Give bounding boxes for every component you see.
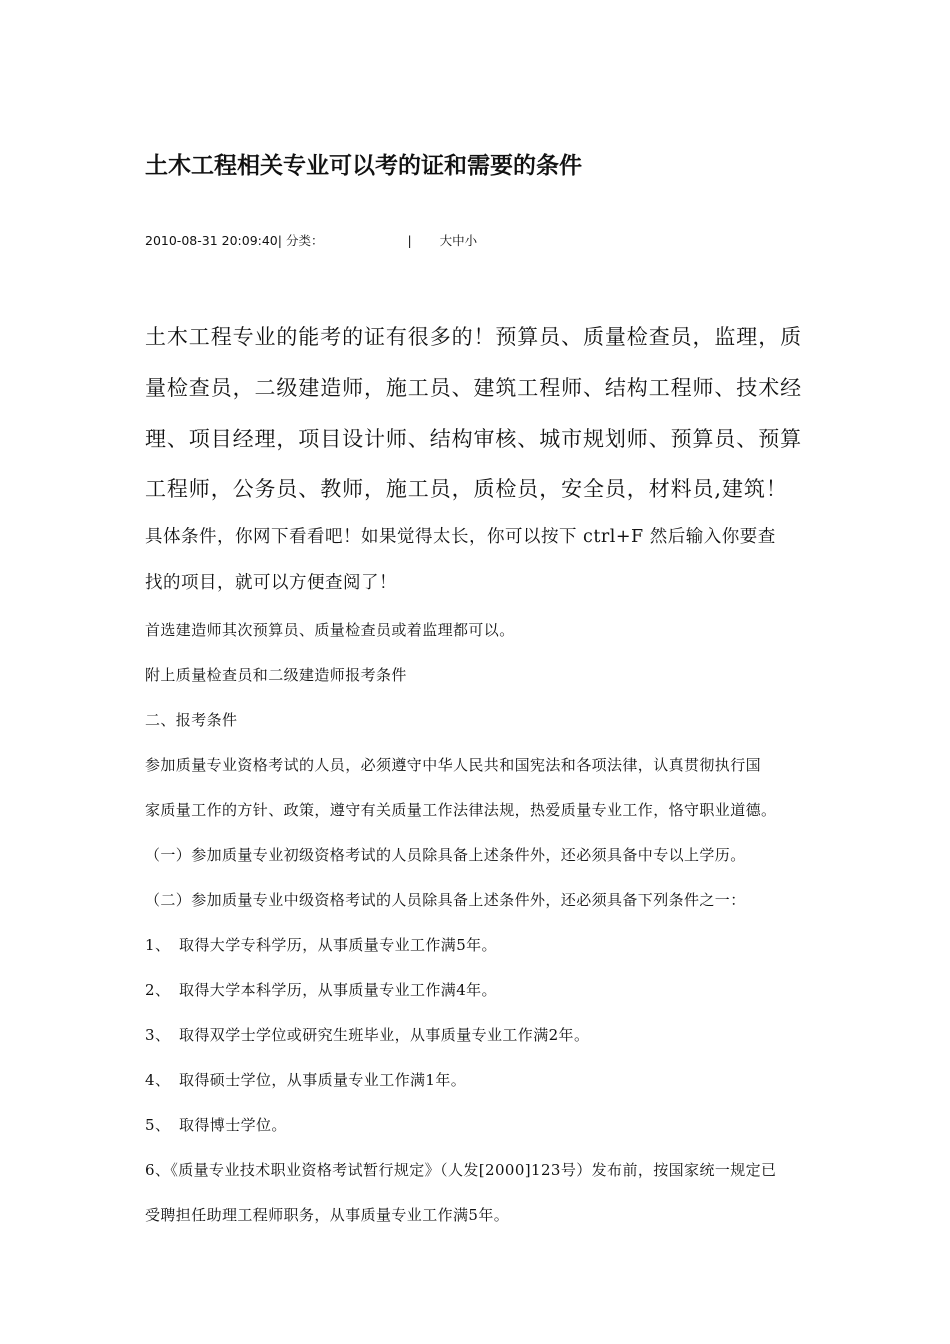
condition-item (145, 934, 497, 956)
meta-separator: | (407, 233, 412, 248)
condition-number: 5、 (145, 1116, 171, 1134)
item6-line: 6、《质量专业技术职业资格考试暂行规定》（人发[2000]123号）发布前，按国家统一规定已 (145, 1161, 777, 1179)
section-heading: 二、报考条件 (145, 711, 238, 729)
intro-line: 量检查员，二级建造师，施工员、建筑工程师、结构工程师、技术经 (145, 376, 802, 400)
condition-item (145, 1069, 466, 1091)
condition-text: 取得博士学位。 (179, 1116, 287, 1134)
condition-number: 1、 (145, 936, 171, 954)
condition-item (145, 1114, 287, 1136)
hint-line: 具体条件，你网下看看吧！如果觉得太长，你可以按下 ctrl+F 然后输入你要查 (145, 527, 776, 547)
intro-line: 理、项目经理，项目设计师、结构审核、城市规划师、预算员、预算 (145, 427, 802, 451)
paragraph: 附上质量检查员和二级建造师报考条件 (145, 666, 407, 684)
paragraph: 参加质量专业资格考试的人员，必须遵守中华人民共和国宪法和各项法律，认真贯彻执行国 (145, 756, 762, 774)
condition-number: 4、 (145, 1071, 171, 1089)
paragraph: （一）参加质量专业初级资格考试的人员除具备上述条件外，还必须具备中专以上学历。 (145, 846, 746, 864)
intro-line: 工程师，公务员、教师，施工员，质检员，安全员，材料员,建筑！ (145, 477, 788, 501)
condition-text: 取得大学本科学历，从事质量专业工作满4年。 (179, 981, 497, 999)
hint-line: 找的项目，就可以方便查阅了！ (145, 573, 397, 593)
condition-text: 取得大学专科学历，从事质量专业工作满5年。 (179, 936, 497, 954)
condition-text: 取得双学士学位或研究生班毕业，从事质量专业工作满2年。 (179, 1026, 590, 1044)
paragraph: 家质量工作的方针、政策，遵守有关质量工作法律法规，热爱质量专业工作，恪守职业道德。 (145, 801, 777, 819)
condition-number: 3、 (145, 1026, 171, 1044)
condition-text: 取得硕士学位，从事质量专业工作满1年。 (179, 1071, 467, 1089)
intro-line: 土木工程专业的能考的证有很多的！预算员、质量检查员，监理，质 (145, 325, 802, 349)
condition-number: 2、 (145, 981, 171, 999)
paragraph: 首选建造师其次预算员、质量检查员或着监理都可以。 (145, 621, 515, 639)
post-datetime: 2010-08-31 20:09:40 (145, 233, 278, 248)
font-size-links[interactable]: 大中小 (439, 233, 478, 248)
condition-item (145, 1024, 589, 1046)
category-label: | 分类： (277, 233, 324, 248)
article-meta (145, 232, 477, 250)
condition-item (145, 979, 497, 1001)
paragraph: （二）参加质量专业中级资格考试的人员除具备上述条件外，还必须具备下列条件之一： (145, 891, 746, 909)
article-title: 土木工程相关专业可以考的证和需要的条件 (145, 153, 582, 179)
item6-line: 受聘担任助理工程师职务，从事质量专业工作满5年。 (145, 1206, 510, 1224)
